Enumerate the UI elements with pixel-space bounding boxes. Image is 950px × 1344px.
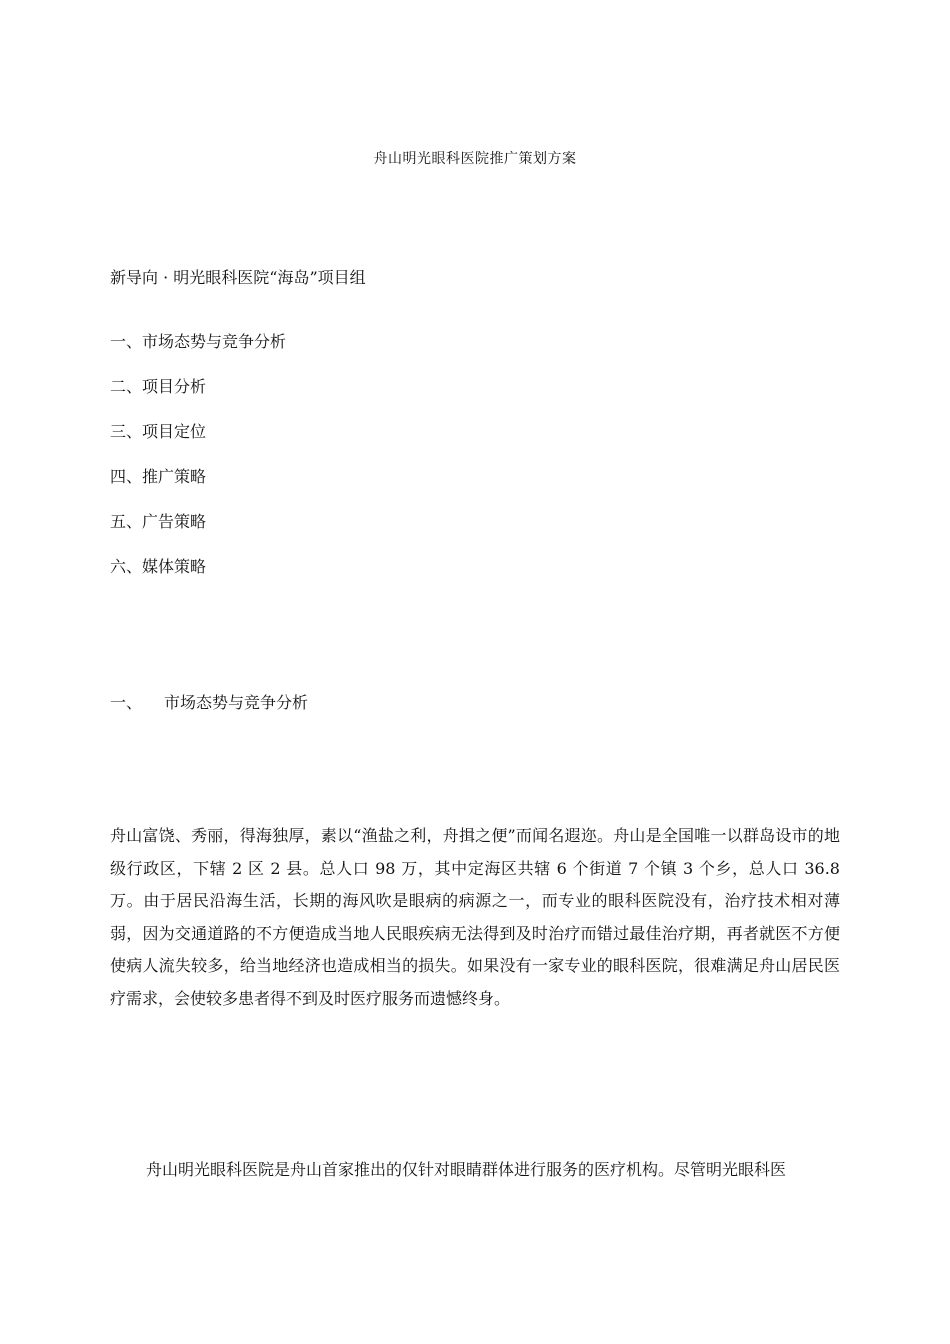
document-subtitle: 新导向 · 明光眼科医院“海岛”项目组 (110, 268, 366, 287)
section-title: 市场态势与竞争分析 (164, 693, 309, 712)
section-number: 一、 (110, 693, 143, 712)
body-paragraph: 舟山明光眼科医院是舟山首家推出的仅针对眼睛群体进行服务的医疗机构。尽管明光眼科医 (146, 1160, 787, 1179)
table-of-contents (110, 332, 286, 602)
toc-item-media-strategy: 六、媒体策略 (110, 557, 207, 576)
toc-item-promotion-strategy: 四、推广策略 (110, 467, 207, 486)
body-paragraph: 舟山富饶、秀丽，得海独厚，素以“渔盐之利，舟揖之便”而闻名遐迩。舟山是全国唯一以群岛设市的地级行政区，下辖 2 区 2 县。总人口 98 万，其中定海区共辖 6 个街道 7 个镇 3 个乡，总人口 36.8 万。由于居民沿海生活，长期的海风吹是眼病的病源之一，而专业的眼科医院没有，治疗技术相对薄弱，因为交通道路的不方便造成当地人民眼疾病无法得到及时治疗而错过最佳治疗期，再者就医不方便使病人流失较多，给当地经济也造成相当的损失。如果没有一家专业的眼科医院，很难满足舟山居民医疗需求，会使较多患者得不到及时医疗服务而遗憾终身。 (110, 826, 840, 1008)
toc-item-market-analysis: 一、市场态势与竞争分析 (110, 332, 287, 351)
toc-item-advertising-strategy: 五、广告策略 (110, 512, 207, 531)
section-heading-market-analysis (110, 690, 308, 713)
toc-item-project-positioning: 三、项目定位 (110, 422, 207, 441)
document-title: 舟山明光眼科医院推广策划方案 (373, 151, 577, 167)
toc-item-project-analysis: 二、项目分析 (110, 377, 207, 396)
